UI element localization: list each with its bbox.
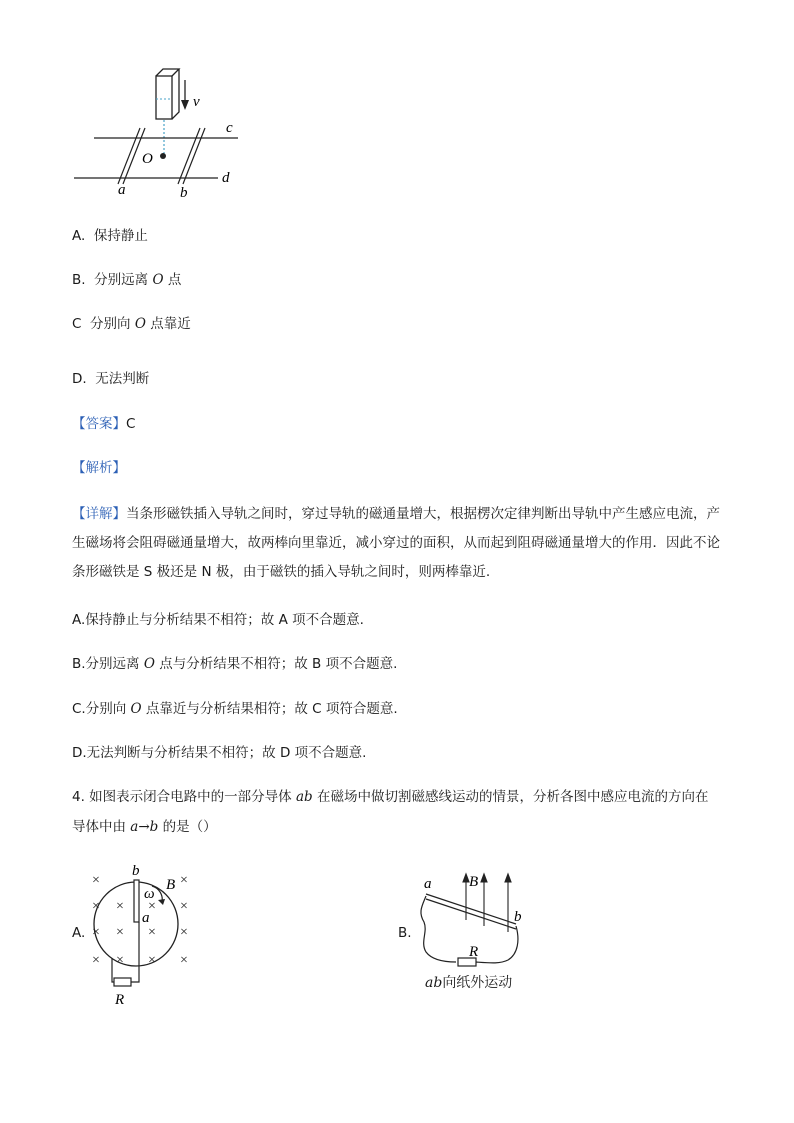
- figure-magnet-rails: [70, 64, 250, 204]
- question4-text-post: 在磁场中做切割磁感线运动的情景，分析各图中感应电流的方向在: [312, 789, 709, 805]
- evaluation-text: B.分别远离: [72, 656, 144, 672]
- answer-label: 【答案】: [72, 416, 126, 432]
- figB-option-label: B.: [398, 925, 412, 941]
- evaluation-d: [72, 743, 366, 763]
- option-letter: D.: [72, 371, 87, 387]
- figA-option-label: A.: [72, 925, 86, 941]
- analysis-line: [72, 458, 126, 478]
- resistor-R: [114, 978, 131, 986]
- cross-mark: ×: [148, 899, 156, 914]
- evaluation-italic: O: [143, 656, 155, 672]
- cross-mark: ×: [148, 925, 156, 940]
- B-label: B: [166, 877, 176, 893]
- B-label: B: [469, 874, 479, 890]
- evaluation-text: A.保持静止与分析结果不相符；故 A 项不合题意.: [72, 612, 364, 628]
- cross-mark: ×: [116, 953, 124, 968]
- figB-caption: [425, 972, 512, 992]
- cross-mark: ×: [148, 953, 156, 968]
- option-text-post: 点: [167, 272, 182, 288]
- cross-mark: ×: [180, 953, 188, 968]
- evaluation-text-post: 点靠近与分析结果相符；故 C 项符合题意.: [141, 701, 398, 717]
- rod-b: [178, 128, 205, 184]
- question4-italic: a→b: [130, 819, 159, 835]
- omega-label: ω: [144, 886, 155, 902]
- rod-ab: [426, 894, 516, 929]
- option-a: [72, 226, 148, 246]
- option-text: 保持静止: [93, 228, 148, 244]
- cross-mark: ×: [116, 925, 124, 940]
- caption-text: 向纸外运动: [442, 975, 513, 991]
- cross-mark: ×: [180, 899, 188, 914]
- b-label: b: [514, 909, 522, 925]
- answer-line: [72, 414, 135, 434]
- detail-label: 【详解】: [72, 506, 126, 522]
- evaluation-italic: O: [130, 701, 142, 717]
- evaluation-text-post: 点与分析结果不相符；故 B 项不合题意.: [154, 656, 398, 672]
- lead-right: [130, 922, 139, 982]
- question4-text-post: 的是（）: [158, 819, 217, 835]
- a-label: a: [424, 876, 432, 892]
- option-text: 分别远离: [94, 272, 149, 288]
- option-letter: A.: [72, 228, 86, 244]
- detail-paragraph: [72, 500, 732, 587]
- cross-mark: ×: [180, 925, 188, 940]
- evaluation-a: [72, 610, 364, 630]
- rod-a: [118, 128, 145, 184]
- b-label: b: [180, 185, 188, 201]
- R-label: R: [469, 944, 479, 960]
- figure-a-rotating-rod: [86, 858, 196, 1006]
- question4-text: 4. 如图表示闭合电路中的一部分导体: [72, 789, 296, 805]
- analysis-label: 【解析】: [72, 460, 126, 476]
- caption-italic: ab: [425, 975, 443, 991]
- O-label: O: [142, 151, 153, 167]
- c-label: c: [226, 120, 233, 136]
- option-letter: B.: [72, 272, 86, 288]
- d-label: d: [222, 170, 230, 186]
- question4-italic: ab: [295, 789, 313, 805]
- v-label: v: [193, 94, 200, 110]
- option-c: [72, 314, 191, 334]
- cross-mark: ×: [92, 953, 100, 968]
- wire-right: [476, 926, 518, 963]
- answer-value: C: [126, 416, 136, 432]
- cross-mark: ×: [92, 873, 100, 888]
- velocity-arrow: [181, 80, 189, 110]
- evaluation-c: [72, 699, 398, 719]
- cross-mark: ×: [92, 899, 100, 914]
- question4-line2: [72, 817, 217, 837]
- option-text: 分别向: [90, 316, 131, 332]
- option-b: [72, 270, 181, 290]
- question4-text: 导体中由: [72, 819, 131, 835]
- cross-mark: ×: [180, 873, 188, 888]
- option-italic: O: [134, 316, 146, 332]
- magnet-bar: [156, 69, 179, 119]
- point-O: [160, 153, 166, 159]
- option-letter: C: [72, 316, 82, 332]
- question4-line1: [72, 787, 708, 807]
- rod-ab: [134, 880, 139, 922]
- a-label: a: [118, 182, 126, 198]
- evaluation-text: C.分别向: [72, 701, 131, 717]
- evaluation-text: D.无法判断与分析结果不相符；故 D 项不合题意.: [72, 745, 367, 761]
- option-text: 无法判断: [95, 371, 150, 387]
- a-label: a: [142, 910, 150, 926]
- cross-mark: ×: [116, 899, 124, 914]
- option-text-post: 点靠近: [150, 316, 191, 332]
- option-d: [72, 369, 149, 389]
- option-italic: O: [152, 272, 164, 288]
- detail-text: 当条形磁铁插入导轨之间时，穿过导轨的磁通量增大，根据楞次定律判断出导轨中产生感应电流，产生磁场将会阻碍磁通量增大，故两棒向里靠近，减小穿过的面积，从而起到阻碍磁通量增大的作用．因此不论条形磁铁是 S 极还是 N 极，由于磁铁的插入导轨之间时，则两棒靠近.: [72, 506, 720, 580]
- b-label: b: [132, 863, 140, 879]
- R-label: R: [115, 992, 125, 1006]
- cross-mark: ×: [92, 925, 100, 940]
- wire-left: [421, 896, 456, 962]
- evaluation-b: [72, 654, 397, 674]
